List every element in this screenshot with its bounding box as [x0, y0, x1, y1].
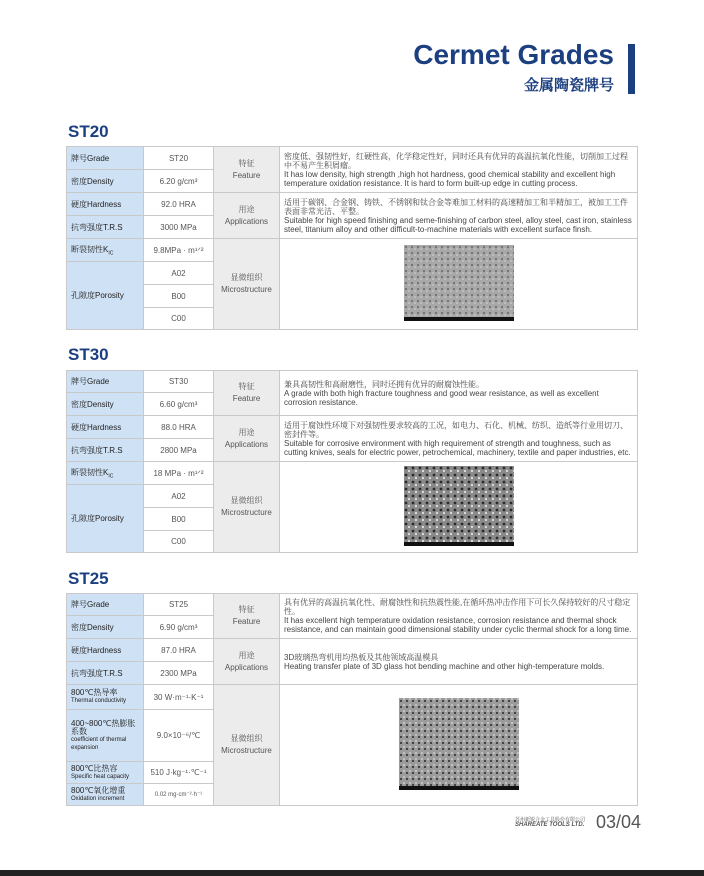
- microstructure-image: [399, 698, 519, 790]
- density-label: 密度Density: [67, 170, 144, 193]
- feature-text: 兼具高韧性和高耐磨性，同时还拥有优异的耐腐蚀性能。 A grade with both high fracture toughness and good wear resistance, as well as excellent corrosion resistance.: [280, 371, 638, 416]
- feature-text: 具有优异的高温抗氧化性、耐腐蚀性和抗热震性能,在循环热冲击作用下可长久保持较好的尺寸稳定性。 It has excellent high temperature oxidation resistance, corrosion resistance and thermal shock resistance, and can maintain good dimensional stability under cyclic thermal shock for a long time.: [280, 594, 638, 639]
- section-title-st25: ST25: [68, 569, 109, 588]
- density-label: 密度Density: [67, 393, 144, 416]
- porosity-a: A02: [144, 485, 214, 508]
- grade-label: 牌号Grade: [67, 371, 144, 393]
- applications-text: 适用于腐蚀性环境下对强韧性要求较高的工况，如电力、石化、机械、纺织、造纸等行业用切刀、密封件等。 Suitable for corrosive environment with high requirement of strength and toughness, such as cutting knives, seals for electric power, petrochemical, machinery, textile and paper industries, etc.: [280, 416, 638, 462]
- page-number: 03/04: [596, 812, 642, 832]
- thermal-conductivity-value: 30 W·m⁻¹·K⁻¹: [144, 685, 214, 710]
- spec-table-st25: [66, 593, 638, 806]
- hardness-value: 92.0 HRA: [144, 193, 214, 216]
- thermal-expansion-value: 9.0×10⁻⁶/℃: [144, 710, 214, 762]
- specific-heat-value: 510 J·kg⁻¹·℃⁻¹: [144, 762, 214, 784]
- microstructure-texture: [399, 698, 519, 790]
- scale-bar: [399, 786, 519, 790]
- feature-label: 特征 Feature: [214, 594, 280, 639]
- applications-label: 用途 Applications: [214, 193, 280, 239]
- microstructure-texture: [404, 466, 514, 546]
- microstructure-label: 显微组织 Microstructure: [214, 462, 280, 553]
- density-value: 6.90 g/cm³: [144, 616, 214, 639]
- applications-label: 用途 Applications: [214, 639, 280, 685]
- trs-label: 抗弯强度T.R.S: [67, 439, 144, 462]
- bottom-bar: [0, 870, 704, 876]
- trs-value: 3000 MPa: [144, 216, 214, 239]
- scale-bar: [404, 317, 514, 321]
- microstructure-image: [404, 245, 514, 321]
- header-accent-bar: [628, 44, 635, 94]
- microstructure-cell: [280, 462, 638, 553]
- trs-value: 2800 MPa: [144, 439, 214, 462]
- feature-label: 特征 Feature: [214, 371, 280, 416]
- spec-table-st30: [66, 370, 638, 553]
- grade-value: ST25: [144, 594, 214, 616]
- feature-text: 密度低、强韧性好，红硬性高，化学稳定性好，同时还具有优异的高温抗氧化性能，切削加工过程中不易产生积屑瘤。 It has low density, high strength ,high hot hardness, good chemical stability and excellent high temperature oxidation resistance. It is hard to form built-up edge in cutting process.: [280, 147, 638, 193]
- porosity-c: C00: [144, 531, 214, 553]
- section-title-st30: ST30: [68, 345, 109, 364]
- porosity-label: 孔隙度Porosity: [67, 262, 144, 330]
- porosity-a: A02: [144, 262, 214, 285]
- thermal-conductivity-label: 800℃热导率 Thermal conductivity: [67, 685, 144, 710]
- kic-label: 断裂韧性$K_{IC}$: [67, 462, 144, 485]
- porosity-b: B00: [144, 508, 214, 531]
- density-value: 6.20 g/cm³: [144, 170, 214, 193]
- oxidation-label: 800℃氧化增重 Oxidation increment: [67, 784, 144, 806]
- porosity-c: C00: [144, 308, 214, 330]
- spec-table-st20: [66, 146, 638, 330]
- trs-value: 2300 MPa: [144, 662, 214, 685]
- microstructure-image: [404, 466, 514, 546]
- applications-text: 适用于碳钢、合金钢、铸铁、不锈钢和钛合金等难加工材料的高速精加工和半精加工，被加工工件表面非常光洁、平整。 Suitable for high speed finishing and seme-finishing of carbon steel, alloy steel, cast iron, stainless steel, titanium alloy and other difficult-to-machine materials with excellent surface finsh.: [280, 193, 638, 239]
- thermal-expansion-label: 400~800℃热膨胀系数 coefficient of thermal expansion: [67, 710, 144, 762]
- trs-label: 抗弯强度T.R.S: [67, 216, 144, 239]
- grade-value: ST30: [144, 371, 214, 393]
- grade-value: ST20: [144, 147, 214, 170]
- footer-company-cn: 苏州新锐合金工具股份有限公司: [515, 817, 586, 823]
- page-title: Cermet Grades: [413, 39, 614, 70]
- kic-value: 9.8MPa · m¹ᐟ²: [144, 239, 214, 262]
- applications-text: 3D玻璃热弯机用均热板及其他领域高温模具 Heating transfer plate of 3D glass hot bending machine and other high-temperature molds.: [280, 639, 638, 685]
- hardness-value: 88.0 HRA: [144, 416, 214, 439]
- hardness-label: 硬度Hardness: [67, 639, 144, 662]
- porosity-b: B00: [144, 285, 214, 308]
- density-value: 6.60 g/cm³: [144, 393, 214, 416]
- footer-company-en: SHAREATE TOOLS LTD.: [515, 822, 585, 828]
- hardness-value: 87.0 HRA: [144, 639, 214, 662]
- hardness-label: 硬度Hardness: [67, 193, 144, 216]
- porosity-label: 孔隙度Porosity: [67, 485, 144, 553]
- applications-label: 用途 Applications: [214, 416, 280, 462]
- section-title-st20: ST20: [68, 122, 109, 141]
- specific-heat-label: 800℃比热容 Specific heat capacity: [67, 762, 144, 784]
- microstructure-texture: [404, 245, 514, 321]
- kic-label: 断裂韧性$K_{IC}$: [67, 239, 144, 262]
- microstructure-cell: [280, 239, 638, 330]
- microstructure-cell: [280, 685, 638, 806]
- oxidation-value: 0.02 mg·cm⁻²·h⁻¹: [144, 784, 214, 806]
- kic-value: 18 MPa · m¹ᐟ²: [144, 462, 214, 485]
- trs-label: 抗弯强度T.R.S: [67, 662, 144, 685]
- page-subtitle: 金属陶瓷牌号: [523, 77, 614, 94]
- density-label: 密度Density: [67, 616, 144, 639]
- hardness-label: 硬度Hardness: [67, 416, 144, 439]
- grade-label: 牌号Grade: [67, 147, 144, 170]
- feature-label: 特征 Feature: [214, 147, 280, 193]
- grade-label: 牌号Grade: [67, 594, 144, 616]
- microstructure-label: 显微组织 Microstructure: [214, 239, 280, 330]
- microstructure-label: 显微组织 Microstructure: [214, 685, 280, 806]
- scale-bar: [404, 542, 514, 546]
